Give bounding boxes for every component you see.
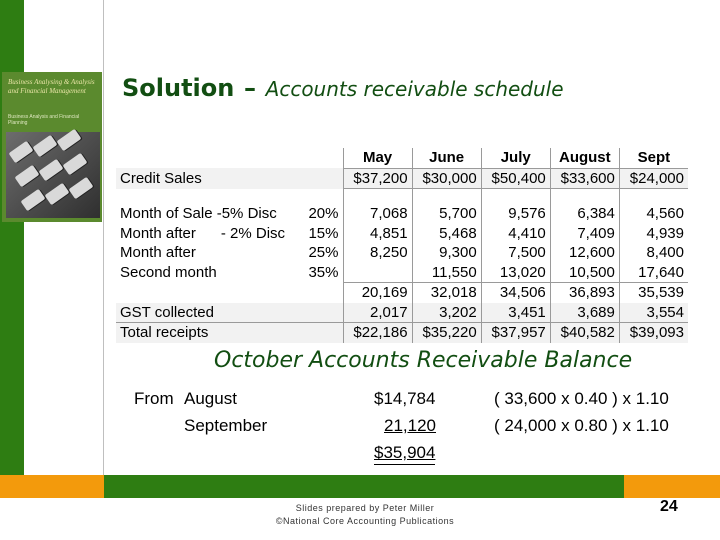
cell: 4,410 — [481, 224, 550, 244]
table-row-gst — [116, 303, 688, 323]
cell: $35,220 — [412, 323, 481, 343]
month-header: May — [343, 148, 412, 168]
row-pct: 15% — [308, 224, 339, 242]
cell: 4,851 — [343, 224, 412, 244]
cell: 32,018 — [412, 283, 481, 303]
october-heading: October Accounts Receivable Balance — [214, 348, 633, 373]
cell: $50,400 — [481, 168, 550, 189]
september-label: September — [184, 416, 268, 435]
cell: 17,640 — [619, 263, 688, 283]
cell: $22,186 — [343, 323, 412, 343]
keyboard-picture — [6, 132, 100, 218]
row-label: Month of Sale -5% Disc — [120, 205, 277, 222]
cell: 11,550 — [412, 263, 481, 283]
cell: $37,200 — [343, 168, 412, 189]
bottom-right-orange-bar — [624, 475, 720, 498]
row-label: Month after — [120, 244, 196, 261]
september-amount: 21,120 — [384, 416, 436, 435]
cell: 3,451 — [481, 303, 550, 323]
row-pct: 25% — [308, 244, 339, 261]
slide-title — [122, 74, 564, 102]
cell: 36,893 — [550, 283, 619, 303]
cell: 4,560 — [619, 204, 688, 224]
cell: 6,384 — [550, 204, 619, 224]
cell: 9,576 — [481, 204, 550, 224]
cell: 12,600 — [550, 243, 619, 263]
title-solution: Solution — [122, 74, 235, 102]
august-label: August — [184, 389, 237, 408]
table-spacer-row — [116, 189, 688, 205]
page-number: 24 — [660, 498, 678, 515]
august-amount: $14,784 — [374, 389, 436, 408]
row-label — [116, 283, 304, 303]
row-pct: 35% — [308, 263, 339, 281]
table-row-month-after-disc — [116, 224, 688, 244]
cell: 10,500 — [550, 263, 619, 283]
august-calculation: ( 33,600 x 0.40 ) x 1.10 — [494, 389, 669, 408]
footer-line-2: ©National Core Accounting Publications — [275, 516, 455, 526]
footer-credit — [250, 502, 480, 528]
cell: 8,400 — [619, 243, 688, 263]
table-row-second-month — [116, 263, 688, 283]
cell: 3,554 — [619, 303, 688, 323]
receivable-schedule-table — [116, 148, 688, 343]
book-cover-image — [2, 72, 102, 222]
book-title: Business Analysing & Analysis and Financial Management — [8, 78, 95, 95]
table-row-credit-sales — [116, 168, 688, 189]
cell: $37,957 — [481, 323, 550, 343]
cell: 3,689 — [550, 303, 619, 323]
cell: $30,000 — [412, 168, 481, 189]
divider-line — [103, 0, 104, 475]
table-row-subtotal — [116, 283, 688, 303]
cell: 2,017 — [343, 303, 412, 323]
cell: 8,250 — [343, 243, 412, 263]
table-row-total-receipts — [116, 323, 688, 343]
cell: 9,300 — [412, 243, 481, 263]
cell: 7,068 — [343, 204, 412, 224]
month-header: July — [481, 148, 550, 168]
bottom-green-bar — [104, 475, 624, 498]
footer-line-1: Slides prepared by Peter Miller — [295, 503, 435, 513]
row-label: Second month — [120, 263, 217, 281]
cell: $33,600 — [550, 168, 619, 189]
cell: 5,700 — [412, 204, 481, 224]
row-pct — [304, 168, 343, 189]
title-dash: – — [244, 74, 256, 102]
cell: 7,409 — [550, 224, 619, 244]
cell: 4,939 — [619, 224, 688, 244]
october-total: $35,904 — [374, 443, 435, 465]
book-subtitle: Business Analysis and Financial Planning — [8, 114, 80, 126]
row-label: Month after - 2% Disc — [120, 224, 286, 242]
cell: $40,582 — [550, 323, 619, 343]
cell: 13,020 — [481, 263, 550, 283]
row-label: GST collected — [116, 303, 304, 323]
row-pct — [304, 323, 343, 343]
row-pct — [304, 303, 343, 323]
title-subject: Accounts receivable schedule — [265, 77, 564, 101]
row-label: Credit Sales — [116, 168, 304, 189]
cell: $24,000 — [619, 168, 688, 189]
table-row-month-after — [116, 243, 688, 263]
month-header: Sept — [619, 148, 688, 168]
table-header-row — [116, 148, 688, 168]
cell: 5,468 — [412, 224, 481, 244]
month-header: August — [550, 148, 619, 168]
september-calculation: ( 24,000 x 0.80 ) x 1.10 — [494, 416, 669, 435]
table-row-month-of-sale — [116, 204, 688, 224]
row-pct — [304, 283, 343, 303]
cell: 20,169 — [343, 283, 412, 303]
bottom-left-orange-bar — [0, 475, 104, 498]
row-label: Total receipts — [116, 323, 304, 343]
cell — [343, 263, 412, 283]
month-header: June — [412, 148, 481, 168]
cell: 34,506 — [481, 283, 550, 303]
cell: 35,539 — [619, 283, 688, 303]
cell: 3,202 — [412, 303, 481, 323]
from-label: From — [134, 389, 174, 408]
cell: $39,093 — [619, 323, 688, 343]
row-pct: 20% — [308, 205, 339, 222]
cell: 7,500 — [481, 243, 550, 263]
